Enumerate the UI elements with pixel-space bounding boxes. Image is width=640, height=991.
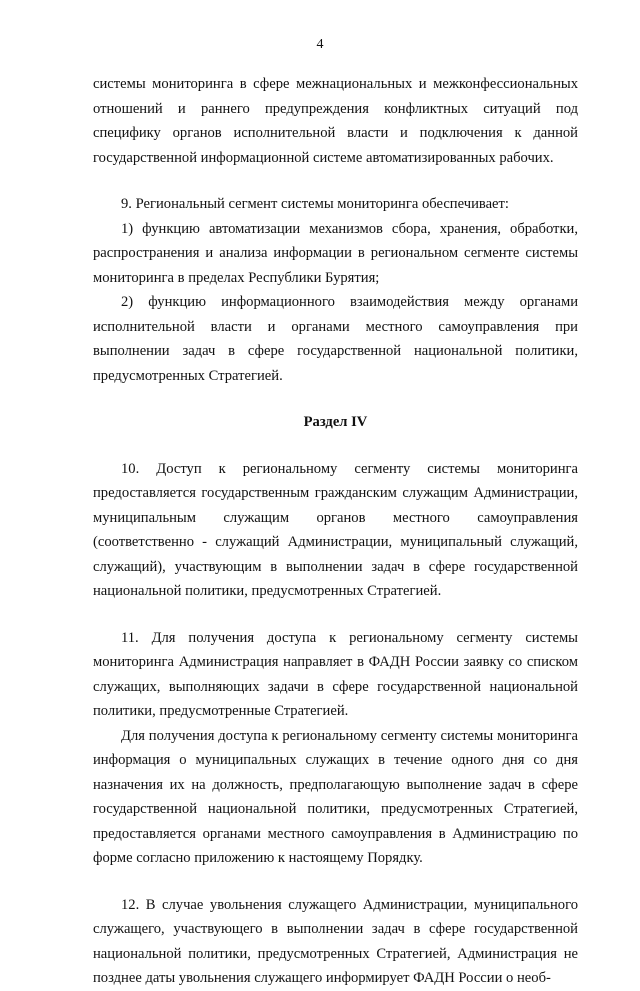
- paragraph-gap: [93, 871, 578, 893]
- paragraph-gap: [93, 388, 578, 410]
- paragraph-gap: [93, 435, 578, 457]
- paragraph-gap: [93, 604, 578, 626]
- paragraph-11: 11. Для получения доступа к региональному сегменту системы мониторинга Администрация направляет в ФАДН России заявку со списком служащих, выполняющих задачи в сфере государственной национальной политики, предусмотренные Стратегией.: [93, 629, 578, 719]
- paragraph-11-continued: Для получения доступа к региональному сегменту системы мониторинга информация о муниципальных служащих в течение одного дня со дня назначения их на должность, предполагающую выполнение задач в сфере государственной национальной политики, предусмотренных Стратегией, предоставляется органами местного самоуправления в Администрацию по форме согласно приложению к настоящему Порядку.: [93, 727, 578, 866]
- paragraph-9-item-1: 1) функцию автоматизации механизмов сбора, хранения, обработки, распространения и анализа информации в региональном сегменте системы мониторинга в пределах Республики Бурятия;: [93, 220, 578, 286]
- paragraph-continuation: системы мониторинга в сфере межнациональных и межконфессиональных отношений и раннего предупреждения конфликтных ситуаций под специфику органов исполнительной власти и подключения к данной государственной информационной системе автоматизированных рабочих.: [93, 76, 578, 166]
- document-body: [93, 72, 578, 991]
- paragraph-12: 12. В случае увольнения служащего Администрации, муниципального служащего, участвующего в выполнении задач в сфере государственной национальной политики, предусмотренных Стратегией, Администрация не позднее даты увольнения служащего информирует ФАДН России о необ-: [93, 896, 578, 986]
- paragraph-9-item-2: 2) функцию информационного взаимодействия между органами исполнительной власти и органами местного самоуправления при выполнении задач в сфере государственной национальной политики, предусмотренных Стратегией.: [93, 294, 578, 384]
- paragraph-gap: [93, 170, 578, 192]
- section-heading: Раздел IV: [303, 414, 368, 430]
- paragraph-10: 10. Доступ к региональному сегменту системы мониторинга предоставляется государственным гражданским служащим Администрации, муниципальным служащим органов местного самоуправления (соответственно - служащий Администрации, муниципальный служащий, служащий), участвующим в выполнении задач в сфере государственной национальной политики, предусмотренных Стратегией.: [93, 460, 578, 599]
- page-number: 4: [316, 37, 324, 52]
- paragraph-9-intro: 9. Региональный сегмент системы мониторинга обеспечивает:: [121, 196, 509, 212]
